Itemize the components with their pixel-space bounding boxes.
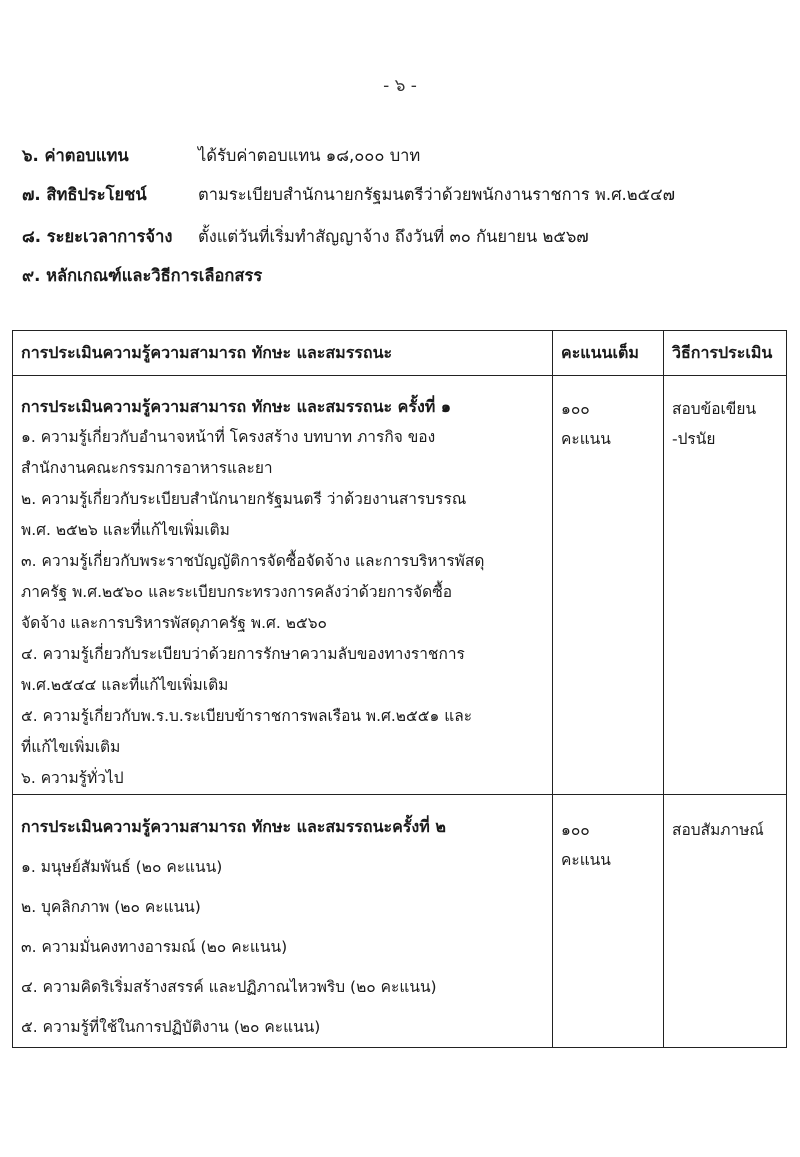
round-2-line: ๔. ความคิดริเริ่มสร้างสรรค์ และปฏิภาณไหวพริบ (๒๐ คะแนน) [21, 978, 437, 996]
round-1-score-value: ๑๐๐ [561, 400, 590, 418]
round-1-line: ๔. ความรู้เกี่ยวกับระเบียบว่าด้วยการรักษาความลับของทางราชการ [21, 645, 465, 663]
header-method: วิธีการประเมิน [664, 331, 787, 376]
round-1-content [13, 376, 553, 795]
round-1-score [553, 376, 664, 795]
round-1-line: พ.ศ.๒๕๔๔ และที่แก้ไขเพิ่มเติม [21, 676, 229, 694]
round-2-line: ๑. มนุษย์สัมพันธ์ (๒๐ คะแนน) [21, 858, 223, 876]
round-1-line: จัดจ้าง และการบริหารพัสดุภาครัฐ พ.ศ. ๒๕๖๐ [21, 614, 327, 632]
item-compensation [22, 143, 420, 169]
header-full-score: คะแนนเต็ม [553, 331, 664, 376]
round-2-method-line-1: สอบสัมภาษณ์ [672, 821, 764, 839]
round-1-method [664, 376, 787, 795]
round-1-line: ๖. ความรู้ทั่วไป [21, 769, 124, 787]
round-2-content [13, 795, 553, 1048]
round-1-line: ๕. ความรู้เกี่ยวกับพ.ร.บ.ระเบียบข้าราชการพลเรือน พ.ศ.๒๕๕๑ และ [21, 707, 473, 725]
round-1-method-line-1: สอบข้อเขียน [672, 400, 757, 418]
item-selection-criteria [22, 263, 262, 289]
table-row-round-1 [13, 376, 787, 795]
round-2-score [553, 795, 664, 1048]
item-label: ๙. หลักเกณฑ์และวิธีการเลือกสรร [22, 266, 263, 285]
table-row-round-2 [13, 795, 787, 1048]
round-2-line: ๓. ความมั่นคงทางอารมณ์ (๒๐ คะแนน) [21, 938, 288, 956]
round-1-line: ๒. ความรู้เกี่ยวกับระเบียบสำนักนายกรัฐมนตรี ว่าด้วยงานสารบรรณ [21, 490, 467, 508]
round-2-line: ๕. ความรู้ที่ใช้ในการปฏิบัติงาน (๒๐ คะแนน) [21, 1018, 321, 1036]
round-2-line: ๒. บุคลิกภาพ (๒๐ คะแนน) [21, 898, 201, 916]
round-2-method [664, 795, 787, 1048]
round-1-score-unit: คะแนน [561, 430, 611, 448]
item-value: ตามระเบียบสำนักนายกรัฐมนตรีว่าด้วยพนักงานราชการ พ.ศ.๒๕๔๗ [198, 185, 676, 204]
item-label: ๘. ระยะเวลาการจ้าง [22, 227, 173, 246]
round-2-score-value: ๑๐๐ [561, 821, 590, 839]
round-1-method-line-2: -ปรนัย [672, 430, 716, 448]
round-2-title: การประเมินความรู้ความสามารถ ทักษะ และสมรรถนะครั้งที่ ๒ [21, 817, 446, 836]
item-employment-period [22, 224, 589, 250]
item-label: ๖. ค่าตอบแทน [22, 146, 129, 165]
criteria-table [12, 330, 787, 1048]
round-2-score-unit: คะแนน [561, 851, 611, 869]
table-header-row [13, 331, 787, 376]
item-value: ได้รับค่าตอบแทน ๑๘,๐๐๐ บาท [198, 146, 421, 165]
round-1-line: สำนักงานคณะกรรมการอาหารและยา [21, 459, 273, 477]
header-assessment: การประเมินความรู้ความสามารถ ทักษะ และสมรรถนะ [13, 331, 553, 376]
item-benefits [22, 182, 675, 208]
item-value: ตั้งแต่วันที่เริ่มทำสัญญาจ้าง ถึงวันที่ ๓๐ กันยายน ๒๕๖๗ [198, 227, 589, 246]
page-number: - ๖ - [383, 76, 417, 96]
round-1-line: ๑. ความรู้เกี่ยวกับอำนาจหน้าที่ โครงสร้าง บทบาท ภารกิจ ของ [21, 428, 436, 446]
round-1-line: พ.ศ. ๒๕๒๖ และที่แก้ไขเพิ่มเติม [21, 521, 230, 539]
round-1-line: ๓. ความรู้เกี่ยวกับพระราชบัญญัติการจัดซื้อจัดจ้าง และการบริหารพัสดุ [21, 552, 485, 570]
round-1-title: การประเมินความรู้ความสามารถ ทักษะ และสมรรถนะ ครั้งที่ ๑ [21, 397, 452, 416]
round-1-line: ภาครัฐ พ.ศ.๒๕๖๐ และระเบียบกระทรวงการคลังว่าด้วยการจัดซื้อ [21, 583, 453, 601]
round-1-line: ที่แก้ไขเพิ่มเติม [21, 738, 121, 756]
item-label: ๗. สิทธิประโยชน์ [22, 185, 147, 204]
